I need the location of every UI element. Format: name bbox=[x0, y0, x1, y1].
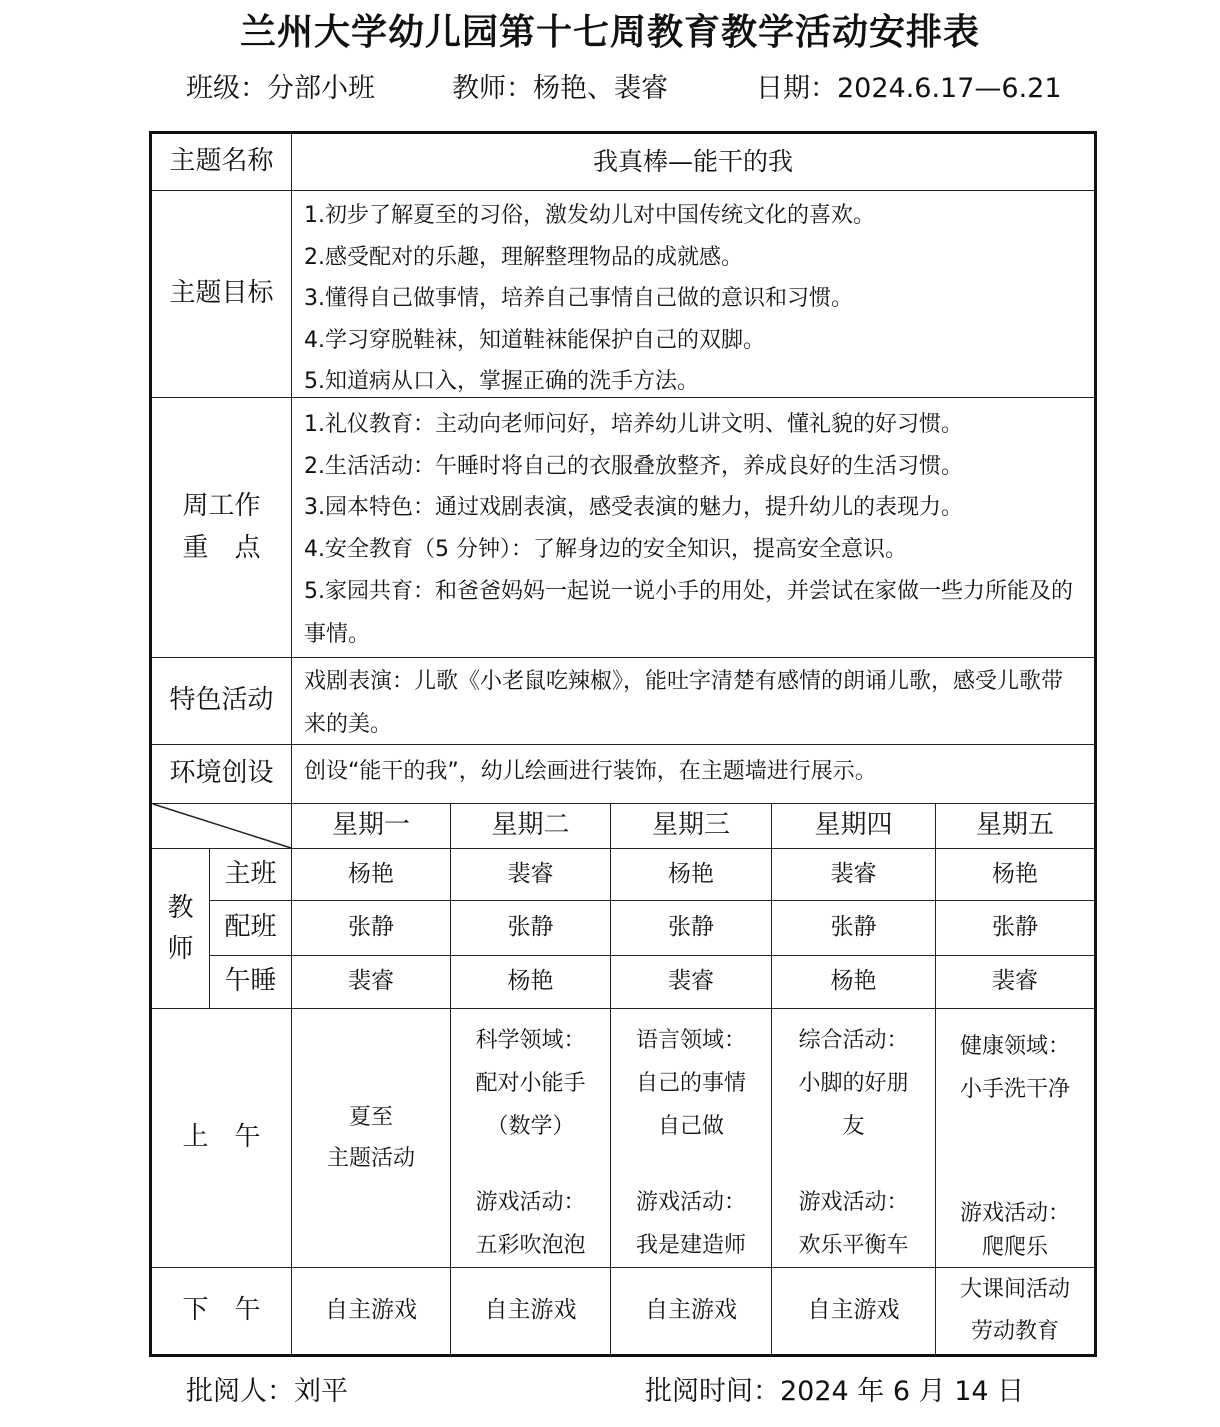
teacher-name: 裴睿 bbox=[611, 956, 772, 1009]
teacher-name: 张静 bbox=[772, 901, 936, 956]
class-info: 班级：分部小班 bbox=[186, 73, 375, 104]
page-title: 兰州大学幼儿园第十七周教育教学活动安排表 bbox=[239, 12, 980, 53]
activity-line: 五彩吹泡泡 bbox=[475, 1233, 586, 1258]
teacher-info: 教师：杨艳、裴睿 bbox=[452, 73, 668, 104]
activity-line: 大课间活动 bbox=[959, 1277, 1070, 1302]
goal-item: 3.懂得自己做事情，培养自己事情自己做的意识和习惯。 bbox=[304, 286, 853, 311]
special-value-cell bbox=[292, 658, 1094, 745]
day-wednesday: 星期三 bbox=[611, 804, 772, 849]
afternoon-monday: 自主游戏 bbox=[292, 1268, 451, 1354]
activity-line: 语言领域： bbox=[635, 1028, 746, 1053]
corner-cell bbox=[152, 804, 292, 849]
goals-list bbox=[292, 191, 1094, 398]
weekly-focus-label-line2: 重 点 bbox=[182, 532, 261, 563]
activity-line: 配对小能手 bbox=[475, 1071, 586, 1096]
activity-line: 小脚的好朋 bbox=[798, 1071, 909, 1096]
activity-line: 主题活动 bbox=[326, 1146, 415, 1171]
environment-label: 环境创设 bbox=[152, 745, 292, 804]
focus-item: 3.园本特色：通过戏剧表演，感受表演的魅力，提升幼儿的表现力。 bbox=[304, 495, 963, 520]
teacher-name: 张静 bbox=[611, 901, 772, 956]
goal-item: 5.知道病从口入，掌握正确的洗手方法。 bbox=[304, 369, 699, 394]
goal-item: 1.初步了解夏至的习俗，激发幼儿对中国传统文化的喜欢。 bbox=[304, 203, 875, 228]
teacher-name: 杨艳 bbox=[772, 956, 936, 1009]
teacher-name: 张静 bbox=[292, 901, 451, 956]
environment-value: 创设“能干的我”，幼儿绘画进行装饰，在主题墙进行展示。 bbox=[304, 759, 877, 784]
morning-monday bbox=[292, 1009, 451, 1268]
theme-label: 主题名称 bbox=[152, 134, 292, 191]
activity-line: 劳动教育 bbox=[970, 1319, 1059, 1344]
goal-item: 2.感受配对的乐趣，理解整理物品的成就感。 bbox=[304, 244, 743, 270]
activity-line: 科学领域： bbox=[475, 1028, 586, 1053]
review-time: 批阅时间：2024 年 6 月 14 日 bbox=[645, 1376, 1025, 1407]
activity-line: 友 bbox=[842, 1114, 865, 1139]
role-assist: 配班 bbox=[210, 901, 292, 956]
role-main: 主班 bbox=[210, 849, 292, 901]
special-value: 戏剧表演：儿歌《小老鼠吃辣椒》，能吐字清楚有感情的朗诵儿歌，感受儿歌带来的美。 bbox=[304, 669, 1064, 737]
focus-item: 2.生活活动：午睡时将自己的衣服叠放整齐，养成良好的生活习惯。 bbox=[304, 453, 963, 479]
weekly-focus-list bbox=[292, 398, 1094, 658]
day-monday: 星期一 bbox=[292, 804, 451, 849]
activity-line: （数学） bbox=[486, 1114, 575, 1139]
focus-item: 5.家园共育：和爸爸妈妈一起说一说小手的用处，并尝试在家做一些力所能及的事情。 bbox=[304, 579, 1073, 647]
schedule-table bbox=[149, 131, 1097, 1357]
teacher-name: 裴睿 bbox=[451, 849, 611, 901]
activity-line: 游戏活动： bbox=[798, 1190, 909, 1215]
teacher-group-line2: 师 bbox=[167, 933, 194, 964]
day-thursday: 星期四 bbox=[772, 804, 936, 849]
teacher-name: 裴睿 bbox=[772, 849, 936, 901]
activity-line: 游戏活动： bbox=[959, 1201, 1070, 1226]
morning-friday bbox=[936, 1009, 1094, 1268]
focus-item: 4.安全教育（5 分钟）：了解身边的安全知识，提高安全意识。 bbox=[304, 536, 907, 562]
date-info: 日期：2024.6.17—6.21 bbox=[756, 73, 1062, 104]
activity-line: 欢乐平衡车 bbox=[798, 1233, 909, 1258]
teacher-name: 杨艳 bbox=[611, 849, 772, 901]
role-nap: 午睡 bbox=[210, 956, 292, 1009]
activity-line: 游戏活动： bbox=[635, 1190, 746, 1215]
activity-line: 小手洗干净 bbox=[959, 1077, 1070, 1102]
weekly-focus-label bbox=[152, 398, 292, 658]
day-friday: 星期五 bbox=[936, 804, 1094, 849]
teacher-group-label bbox=[152, 849, 210, 1009]
teacher-name: 张静 bbox=[451, 901, 611, 956]
teacher-name: 张静 bbox=[936, 901, 1094, 956]
teacher-name: 杨艳 bbox=[936, 849, 1094, 901]
afternoon-tuesday: 自主游戏 bbox=[451, 1268, 611, 1354]
morning-thursday bbox=[772, 1009, 936, 1268]
activity-line: 自己的事情 bbox=[635, 1071, 746, 1096]
teacher-name: 杨艳 bbox=[292, 849, 451, 901]
focus-item: 1.礼仪教育：主动向老师问好，培养幼儿讲文明、懂礼貌的好习惯。 bbox=[304, 412, 963, 437]
activity-line: 健康领域： bbox=[959, 1034, 1070, 1059]
teacher-name: 裴睿 bbox=[292, 956, 451, 1009]
environment-value-cell bbox=[292, 745, 1094, 804]
afternoon-thursday: 自主游戏 bbox=[772, 1268, 936, 1354]
morning-wednesday bbox=[611, 1009, 772, 1268]
activity-line: 爬爬乐 bbox=[981, 1235, 1048, 1260]
goal-item: 4.学习穿脱鞋袜，知道鞋袜能保护自己的双脚。 bbox=[304, 327, 765, 353]
goals-label: 主题目标 bbox=[152, 191, 292, 398]
theme-value: 我真棒—能干的我 bbox=[292, 134, 1094, 191]
morning-label: 上 午 bbox=[152, 1009, 292, 1268]
day-tuesday: 星期二 bbox=[451, 804, 611, 849]
special-label: 特色活动 bbox=[152, 658, 292, 745]
teacher-name: 杨艳 bbox=[451, 956, 611, 1009]
teacher-name: 裴睿 bbox=[936, 956, 1094, 1009]
afternoon-wednesday: 自主游戏 bbox=[611, 1268, 772, 1354]
teacher-group-line1: 教 bbox=[167, 893, 194, 924]
afternoon-label: 下 午 bbox=[152, 1268, 292, 1354]
activity-line: 我是建造师 bbox=[635, 1233, 746, 1258]
activity-line: 游戏活动： bbox=[475, 1190, 586, 1215]
activity-line: 自己做 bbox=[657, 1114, 724, 1139]
morning-tuesday bbox=[451, 1009, 611, 1268]
weekly-focus-label-line1: 周工作 bbox=[182, 490, 261, 521]
reviewer: 批阅人：刘平 bbox=[186, 1376, 348, 1407]
activity-line: 夏至 bbox=[348, 1105, 393, 1130]
afternoon-friday bbox=[936, 1268, 1094, 1354]
activity-line: 综合活动： bbox=[798, 1028, 909, 1053]
